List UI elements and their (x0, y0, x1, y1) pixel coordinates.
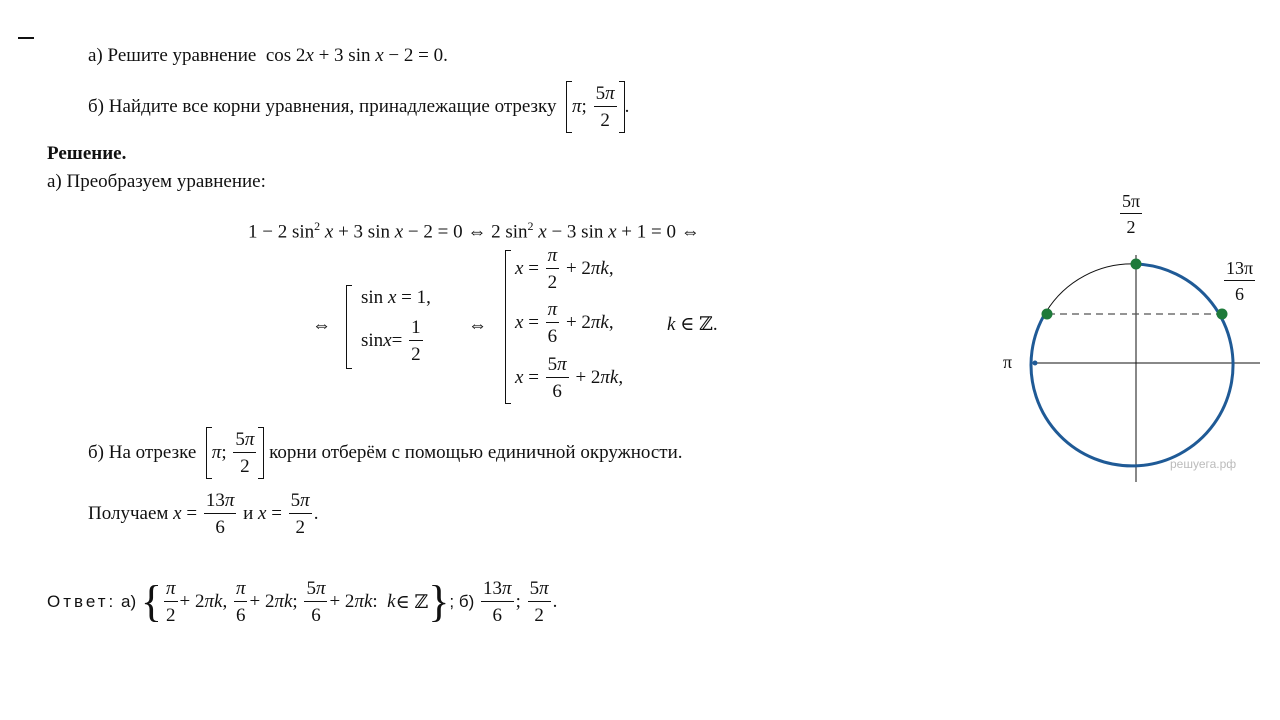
solution-a-intro: а) Преобразуем уравнение: (47, 171, 266, 192)
point-5pi-2 (1131, 259, 1142, 270)
answer-a-label: а) (121, 592, 137, 611)
answer-brace-close: } (428, 577, 450, 626)
watermark: решуега.рф (1170, 457, 1237, 471)
point-pi (1033, 361, 1038, 366)
label-pi: π (1003, 352, 1013, 372)
system-left-line1: sin x = 1, (361, 287, 431, 308)
equiv-symbol-1: ⇔ (312, 315, 331, 336)
solution-b-segment: π ; $\frac{5\pi}{2}$ (206, 427, 265, 479)
solution-heading: Решение. (47, 143, 127, 164)
answer-label: Ответ: (47, 592, 117, 611)
system-right-bracket (505, 250, 511, 404)
system-right-line2: x = $\frac{\pi}{6}$ + 2 πk , (515, 299, 614, 347)
dash-mark (18, 37, 34, 39)
task-a-equation: cos 2x + 3 sin x − 2 = 0. (265, 45, 448, 66)
task-b-segment: π ; $\frac{5\pi}{2}$ (566, 81, 625, 133)
label-5pi-2: $\frac{5\pi}{2}$ (1122, 191, 1141, 237)
system-right-line3: x = $\frac{5\pi}{6}$ + 2 πk , (515, 354, 624, 402)
task-b: б) Найдите все корни уравнения, принадлежащие отрезку π ; $\frac{5\pi}{2}$ . (88, 83, 630, 131)
result-and: и (243, 503, 254, 524)
point-13pi-6 (1217, 309, 1228, 320)
arc-highlighted (1031, 264, 1233, 466)
solution-step1: 1 − 2 $\sin^2 x + 3$ sin x − 2 = 0 ⇔ 2 $\sin^2 x - 3$ sin x + 1 = 0 ⇔ (248, 219, 700, 243)
answer: Ответ: а) { $\frac{\pi}{2}$ + 2 πk , $\frac{\pi}{6}$ + 2 πk ; $\frac{5\pi}{6}$ + 2 πk : k ∈ ℤ } ; б) $\frac{13\pi}{6}$ ; $\frac{5\pi}{2}$ . (47, 577, 558, 626)
task-b-label: б) Найдите все корни уравнения, принадлежащие отрезку (88, 96, 557, 117)
solution-b-prefix: б) На отрезке (88, 442, 197, 463)
result-prefix: Получаем (88, 503, 169, 524)
answer-brace-open: { (140, 577, 162, 626)
task-a-label: а) Решите уравнение (88, 45, 257, 66)
arc-thin (1046, 264, 1136, 312)
point-5pi-6 (1042, 309, 1053, 320)
label-13pi-6: $\frac{13\pi}{6}$ (1226, 258, 1254, 304)
system-right-line1: x = $\frac{\pi}{2}$ + 2 πk , (515, 245, 614, 293)
answer-b-label: ; б) (449, 592, 475, 611)
system-left-line2: sin x = $\frac{1}{2}$ (361, 317, 421, 365)
solution-result: Получаем x = $\frac{13\pi}{6}$ и x = $\frac{5\pi}{2}$ . (88, 490, 319, 538)
k-in-z: k ∈ ℤ. (667, 314, 718, 335)
solution-b-suffix: корни отберём с помощью единичной окружности. (269, 442, 683, 463)
task-a (88, 45, 448, 67)
system-left-bracket (346, 285, 352, 369)
solution-b (88, 424, 683, 482)
equiv-symbol-2: ⇔ (468, 315, 487, 336)
